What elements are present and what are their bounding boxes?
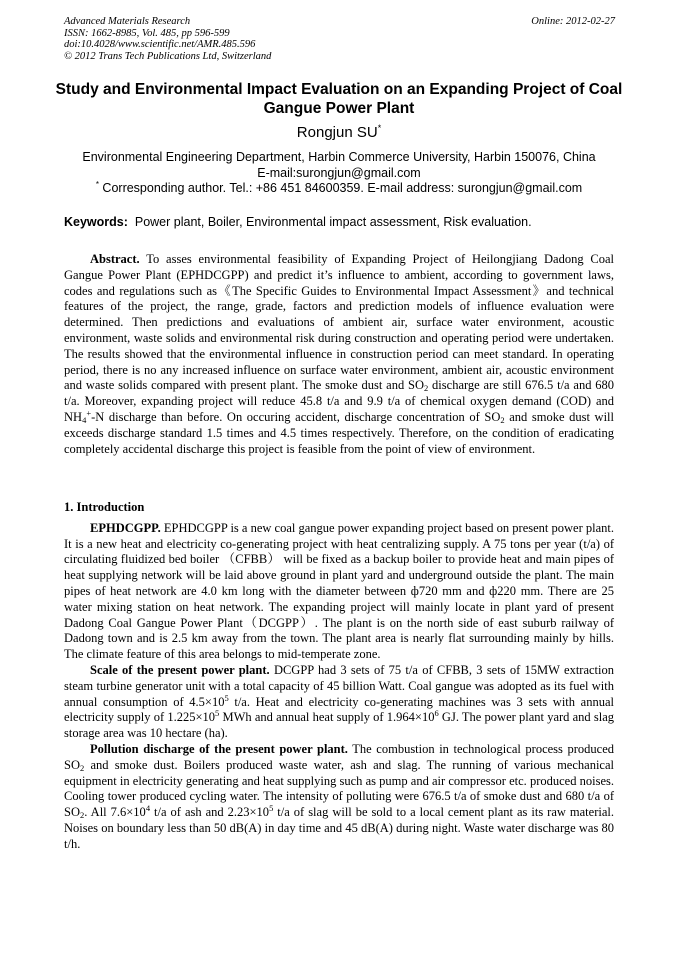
author-line [0,124,678,142]
abstract [64,252,614,457]
affiliation-block [30,150,648,197]
para2-label: Scale of the present power plant. [90,662,270,677]
keywords-label: Keywords: [64,215,128,229]
corresponding-author [30,181,648,197]
journal-name: Advanced Materials Research [64,16,191,27]
corresponding-text: Corresponding author. Tel.: +86 451 84600359. E-mail address: surongjun@gmail.com [102,181,583,195]
corresponding-mark: * [95,180,99,189]
issn-line: ISSN: 1662-8985, Vol. 485, pp 596-599 [64,27,230,39]
intro-paragraph-1: EPHDCGPP. EPHDCGPP is a new coal gangue power expanding project based on present power plant. It is a new heat and electricity co-generating project with heat centralizing supply. A 75 tons per year (t/a) of circulating fluidized bed boiler （CFBB） will be fixed as a backup boiler to provide heat and main pipes of heat supplying network will be laid above ground in plant yard and underground outside the plant. The main pipes of heat network are 4.0 km long with the diameter between ф720 mm and ф220 mm. There are 25 water mixing station on heat network. The expanding project will mainly locate in plant yard of present Dadong Coal Gangue Power Plant（DCGPP）. The plant is on the north side of east suburb railway of Dadong town and is 2.5 km away from the town. The plant area is nearly flat surrounding mainly by hills. The climate feature of this area belongs to mid-temperate zone. [64,520,615,662]
doi-line: doi:10.4028/www.scientific.net/AMR.485.596 [64,39,256,50]
section-heading: 1. Introduction [64,500,145,514]
para3-label: Pollution discharge of the present power plant. [90,741,348,756]
abstract-paragraph: Abstract. To asses environmental feasibility of Expanding Project of Heilongjiang Dadong Coal Gangue Power Plant (EPHDCGPP) and predict it’s influence to ambient, according to government laws, codes and regulations such as《The Specific Guides to Environmental Impact Assessment》and technical features of the project, the range, grade, factors and prediction models of influence evaluation were determined. Then predictions and evaluations of ambient air, surface water environment, acoustic environment, waste solids and environmental risk during construction and operating period were undertaken. The results showed that the environmental influence in construction period can meet standard. In operating period, there is no any increased influence on surface water environment, ambient air, acoustic environment and waste solids compared with present plant. The smoke dust and $SO_2$ discharge are still 676.5 t/a and 680 t/a. Moreover, expanding project will reduce 45.8 t/a and 9.9 t/a of chemical oxygen demand (COD) and $NH_4^+-N$ discharge than before. On occuring accident, discharge concentration of $SO_2$ and smoke dust will exceeds discharge standard 1.5 times and 4.5 times respectively. Therefore, on the condition of eradicating completely accidental discharge this project is feasible from the point of view of environment. [64,252,615,456]
paper-title: Study and Environmental Impact Evaluation on an Expanding Project of Coal Gangue Power Plant [55,81,623,117]
journal-header [64,16,271,62]
author-mark: * [377,123,382,133]
online-date: Online: 2012-02-27 [531,16,615,27]
affiliation-email: E-mail:surongjun@gmail.com [257,165,421,180]
abstract-label: Abstract. [90,252,140,266]
affiliation-dept: Environmental Engineering Department, Harbin Commerce University, Harbin 150076, China [82,150,596,164]
copyright-line: © 2012 Trans Tech Publications Ltd, Switzerland [64,50,272,62]
intro-paragraph-3: Pollution discharge of the present power plant. The combustion in technological process produced $SO_2$ and smoke dust. Boilers produced waste water, ash and slag. The running of various mechanical equipment in electricity generating and heat supplying such as pump and air compressor etc. produced noises. Cooling tower produced cycling water. The intensity of polluting were 676.5 t/a of smoke dust and 680 t/a of $SO_2$. All $7.6\times 10^4$ t/a of ash and $2.23\times 10^5$ t/a of slag will be sold to a local cement plant as its raw material. Noises on boundary less than 50 dB(A) in day time and 45 dB(A) during night. Waste water discharge was 80 t/h. [64,741,614,851]
keywords [64,215,624,230]
keywords-text: Power plant, Boiler, Environmental impact assessment, Risk evaluation. [134,215,532,229]
intro-paragraph-2: Scale of the present power plant. DCGPP had 3 sets of 75 t/a of CFBB, 3 sets of 15MW extraction steam turbine generator unit with a total capacity of 45 billion Watt. Coal gangue was adopted as its fuel with annual consumption of $4.5\times 10^5$ t/a. Heat and electricity co-generating machines was 3 sets with annual electricity supply of $1.225\times 10^5$ MWh and annual heat supply of $1.964\times 10^6$ GJ. The power plant yard and slag storage area was 10 hectare (ha). [64,662,614,741]
introduction-section [64,500,614,853]
para1-label: EPHDCGPP. [90,520,161,535]
author-name: Rongjun SU [296,124,378,141]
